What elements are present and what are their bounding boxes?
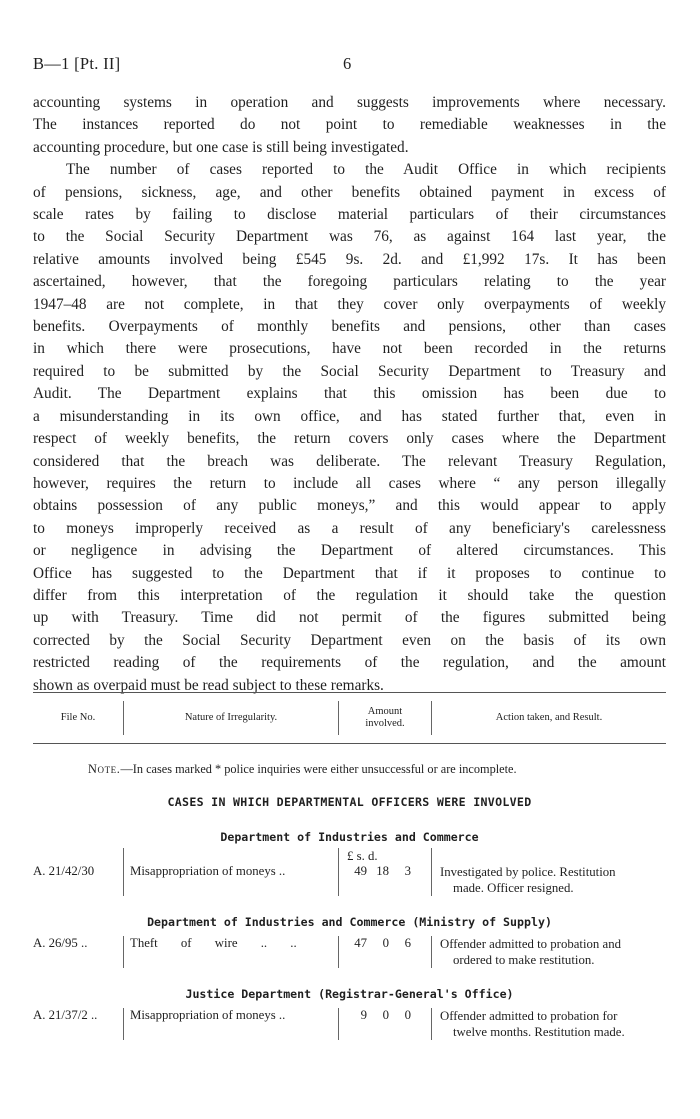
amount-pence: 0 — [404, 1008, 411, 1022]
text-line: scale rates by failing to disclose material particulars of their circumstances — [33, 206, 666, 224]
text-line: restricted reading of the requirements of the regulation, and the amount — [33, 654, 666, 672]
amount-pence: 3 — [404, 864, 411, 878]
text-line: respect of weekly benefits, the return covers only cases where the Department — [33, 430, 666, 448]
action-line: Offender admitted to probation for — [440, 1009, 618, 1023]
action-line: twelve months. Restitution made. — [453, 1025, 625, 1039]
amount-shillings: 18 — [376, 864, 389, 878]
document-reference: B—1 [Pt. II] — [33, 54, 121, 73]
irregularity-nature: Theft of wire .. .. — [130, 936, 297, 950]
department-heading: Department of Industries and Commerce (Ministry of Supply) — [147, 915, 552, 929]
text-line: to the Social Security Department was 76, as against 164 last year, the — [33, 228, 666, 246]
text-line: of pensions, sickness, age, and other benefits obtained payment in excess of — [33, 183, 666, 201]
text-line: a misunderstanding in its own office, and has stated further that, even in — [33, 407, 666, 425]
file-number: A. 21/37/2 .. — [33, 1008, 98, 1022]
action-line: Investigated by police. Restitution — [440, 865, 616, 879]
text-line: relative amounts involved being £545 9s. 2d. and £1,992 17s. It has been — [33, 250, 666, 268]
column-header-file-no: File No. — [60, 712, 96, 723]
text-line: ascertained, however, that the foregoing particulars relating to the year — [33, 273, 666, 291]
column-divider — [431, 848, 432, 896]
amount-shillings: 0 — [382, 1008, 389, 1022]
column-header-action: Action taken, and Result. — [495, 712, 603, 723]
text-line: shown as overpaid must be read subject to these remarks. — [33, 676, 384, 694]
document-page — [33, 0, 666, 1119]
irregularity-nature: Misappropriation of moneys .. — [130, 864, 286, 878]
text-line: up with Treasury. Time did not permit of the figures submitted being — [33, 609, 666, 627]
text-line: however, requires the return to include all cases where “ any person illegally — [33, 474, 666, 492]
paragraph-2 — [33, 159, 666, 697]
table-header — [33, 692, 666, 744]
table-row — [33, 936, 666, 970]
table-row — [33, 864, 666, 898]
text-line: required to be submitted by the Social Security Department to Treasury and — [33, 362, 666, 380]
currency-units: £ s. d. — [347, 849, 378, 863]
text-line: Audit. The Department explains that this omission has been due to — [33, 385, 666, 403]
text-line: The number of cases reported to the Audit Office in which recipients — [66, 161, 666, 179]
action-line: ordered to make restitution. — [453, 953, 595, 967]
file-number: A. 26/95 .. — [33, 936, 88, 950]
column-divider — [123, 1008, 124, 1040]
table-note — [88, 762, 517, 777]
column-divider — [431, 936, 432, 968]
text-line: The instances reported do not point to remediable weaknesses in the — [33, 116, 666, 134]
amount-shillings: 0 — [382, 936, 389, 950]
action-line: made. Officer resigned. — [453, 881, 574, 895]
irregularity-nature: Misappropriation of moneys .. — [130, 1008, 286, 1022]
paragraph-1 — [33, 92, 666, 159]
amount-pounds: 47 — [354, 936, 367, 950]
text-line: considered that the breach was deliberate. The relevant Treasury Regulation, — [33, 452, 666, 470]
column-header-amount: Amount involved. — [365, 706, 405, 729]
text-line: obtains possession of any public moneys,” and this would appear to apply — [33, 497, 666, 515]
text-line: corrected by the Social Security Department even on the basis of its own — [33, 631, 666, 649]
action-line: Offender admitted to probation and — [440, 937, 621, 951]
text-line: in which there were prosecutions, have not been recorded in the returns — [33, 340, 666, 358]
note-label: Note. — [88, 762, 121, 776]
text-line: accounting procedure, but one case is still being investigated. — [33, 138, 409, 156]
text-line: accounting systems in operation and suggests improvements where necessary. — [33, 94, 666, 111]
amount-pence: 6 — [404, 936, 411, 950]
amount-pounds: 49 — [354, 864, 367, 878]
text-line: to moneys improperly received as a result of any beneficiary's carelessness — [33, 519, 666, 537]
file-number: A. 21/42/30 — [33, 864, 95, 878]
column-divider — [123, 848, 124, 896]
body-text — [33, 92, 666, 697]
department-heading: Department of Industries and Commerce — [220, 830, 479, 844]
section-title: CASES IN WHICH DEPARTMENTAL OFFICERS WERE INVOLVED — [167, 795, 532, 809]
department-heading: Justice Department (Registrar-General's Office) — [185, 987, 514, 1001]
column-divider — [123, 936, 124, 968]
column-header-nature: Nature of Irregularity. — [184, 712, 278, 723]
page-number: 6 — [343, 54, 352, 73]
text-line: benefits. Overpayments of monthly benefits and pensions, other than cases — [33, 318, 666, 336]
table-row — [33, 1008, 666, 1042]
page-header — [33, 54, 666, 78]
column-divider — [431, 1008, 432, 1040]
note-text: —In cases marked * police inquiries were either unsuccessful or are incomplete. — [120, 762, 517, 776]
amount-pounds: 9 — [360, 1008, 367, 1022]
text-line: 1947–48 are not complete, in that they cover only overpayments of weekly — [33, 295, 666, 313]
text-line: differ from this interpretation of the regulation it should take the question — [33, 586, 666, 604]
text-line: Office has suggested to the Department that if it proposes to continue to — [33, 564, 666, 582]
text-line: or negligence in advising the Department of altered circumstances. This — [33, 542, 666, 560]
